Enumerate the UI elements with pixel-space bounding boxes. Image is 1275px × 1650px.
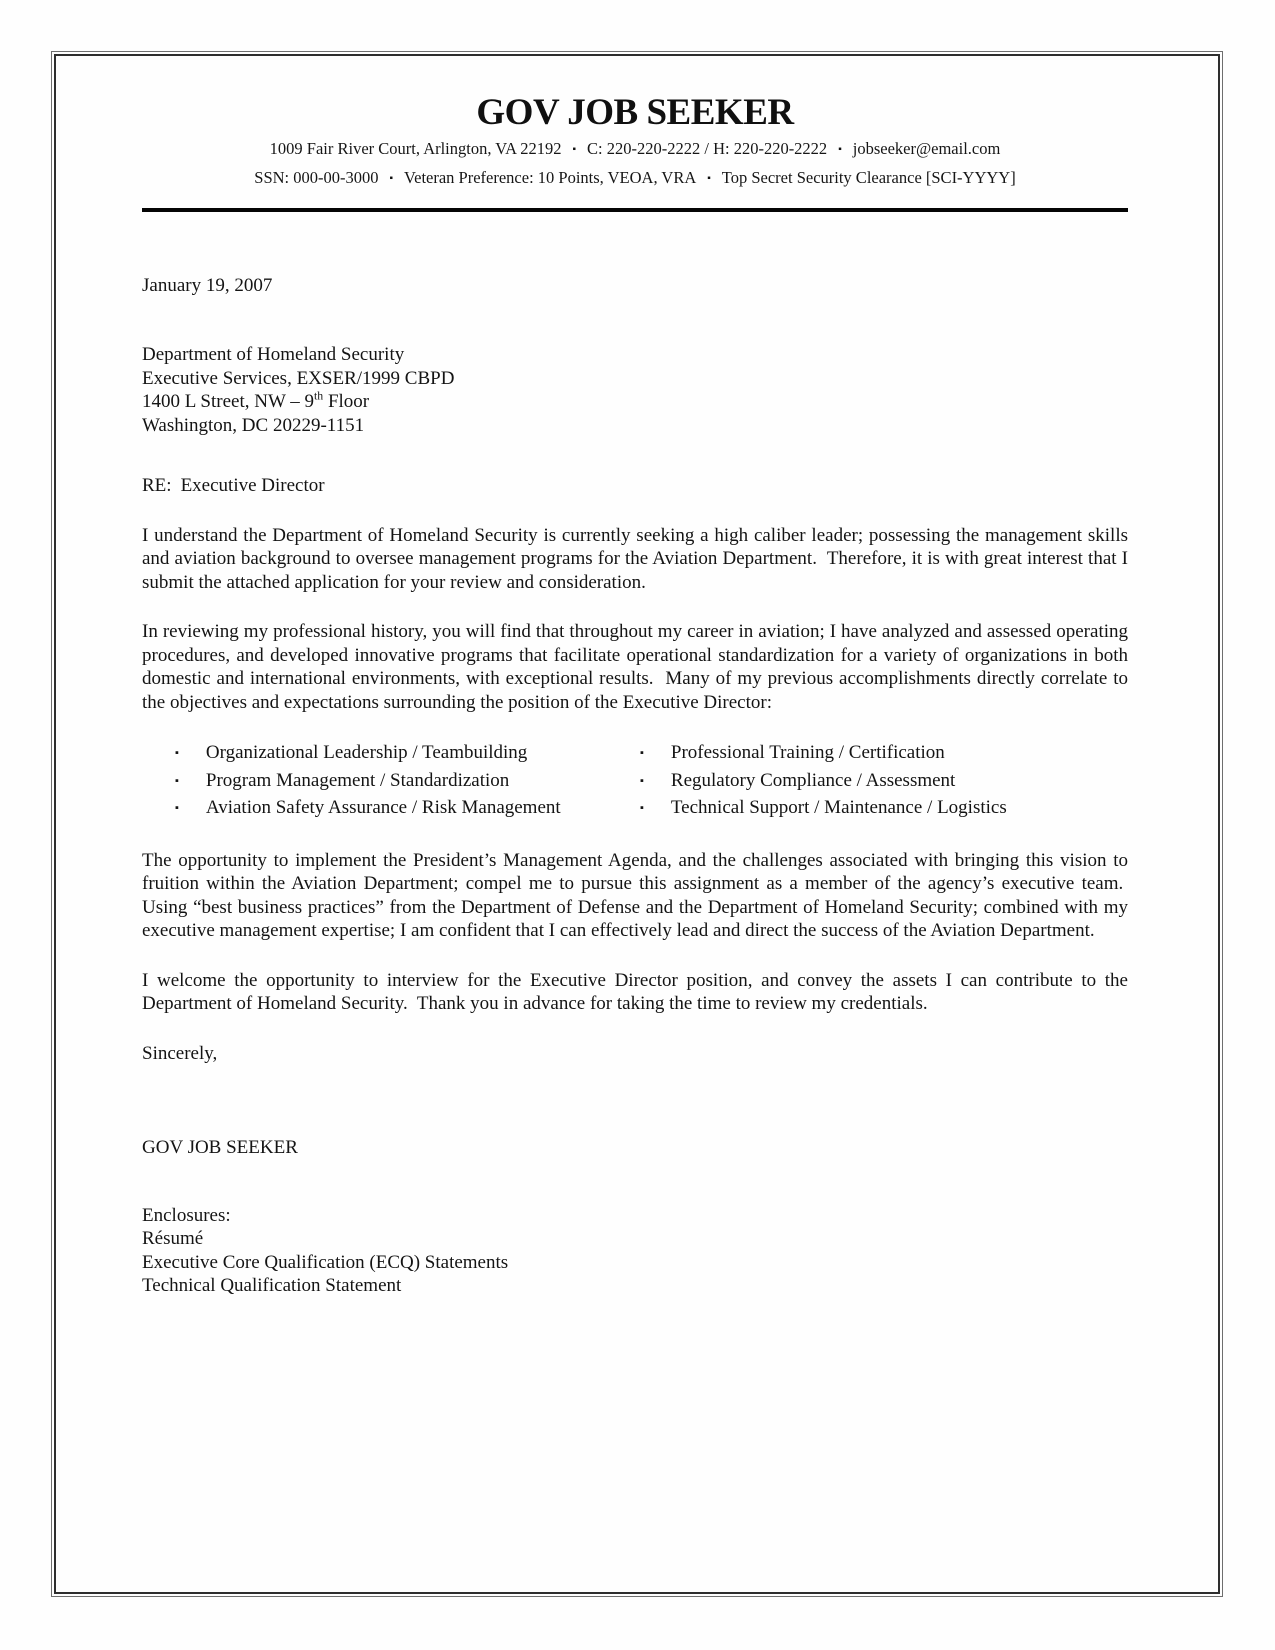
list-item bbox=[175, 769, 640, 796]
letterhead-name: GOV JOB SEEKER bbox=[476, 92, 794, 133]
signature-name: GOV JOB SEEKER bbox=[142, 1137, 298, 1159]
re-subject-line bbox=[142, 474, 1128, 498]
recipient-address-block bbox=[142, 343, 1128, 437]
enclosure-item: Executive Core Qualification (ECQ) Statements bbox=[142, 1251, 509, 1273]
recipient-line: Washington, DC 20229-1151 bbox=[142, 414, 365, 436]
list-item bbox=[175, 796, 640, 823]
recipient-line: Department of Homeland Security bbox=[142, 344, 405, 366]
body-paragraph-4: I welcome the opportunity to interview for the Executive Director position, and convey the assets I can contribute to the Department of Homeland Security. Thank you in advance for taking the time to review my credentials. bbox=[142, 969, 1128, 1015]
address-text: 1009 Fair River Court, Arlington, VA 22192 bbox=[269, 138, 562, 158]
ordinal-suffix: th bbox=[314, 390, 324, 404]
letterhead-rule bbox=[142, 208, 1128, 212]
enclosures-block bbox=[142, 1204, 1128, 1298]
letterhead-contact-line-2 bbox=[142, 165, 1128, 191]
ssn-text: SSN: 000-00-3000 bbox=[254, 167, 379, 187]
qualifications-bullet-list bbox=[175, 741, 1128, 823]
square-bullet-icon: ▪ bbox=[175, 802, 179, 815]
square-bullet-icon: ▪ bbox=[640, 747, 644, 760]
email-text: jobseeker@email.com bbox=[852, 138, 1001, 158]
enclosure-item: Résumé bbox=[142, 1228, 204, 1250]
body-paragraph-1: I understand the Department of Homeland Security is currently seeking a high caliber leader; possessing the management skills and aviation background to oversee management programs for the Aviation Department. Therefore, it is with great interest that I submit the attached application for your review and consideration. bbox=[142, 524, 1128, 593]
floor-text: Floor bbox=[323, 391, 370, 413]
bullet-text: Professional Training / Certification bbox=[670, 742, 945, 764]
bullet-text: Organizational Leadership / Teambuilding bbox=[205, 742, 528, 764]
list-item bbox=[175, 741, 640, 768]
list-item bbox=[640, 769, 1128, 796]
enclosures-label: Enclosures: bbox=[142, 1204, 231, 1226]
re-label: RE: bbox=[142, 475, 172, 497]
bullet-text: Regulatory Compliance / Assessment bbox=[670, 769, 956, 791]
list-item bbox=[640, 741, 1128, 768]
body-paragraph-3: The opportunity to implement the President’s Management Agenda, and the challenges associated with bringing this vision to fruition within the Aviation Department; compel me to pursue this assignment as a member of the agency’s executive team. Using “best business practices” from the Department of Defense and the Department of Homeland Security; combined with my executive management expertise; I am confident that I can effectively lead and direct the success of the Aviation Department. bbox=[142, 849, 1128, 942]
recipient-line: Executive Services, EXSER/1999 CBPD bbox=[142, 367, 455, 389]
phone-text: C: 220-220-2222 / H: 220-220-2222 bbox=[587, 138, 828, 158]
square-bullet-icon: ▪ bbox=[838, 143, 842, 155]
re-subject: Executive Director bbox=[180, 475, 325, 497]
clearance-text: Top Secret Security Clearance [SCI-YYYY] bbox=[721, 167, 1016, 187]
letterhead-contact-line-1 bbox=[142, 136, 1128, 162]
list-item bbox=[640, 796, 1128, 823]
veteran-preference-text: Veteran Preference: 10 Points, VEOA, VRA bbox=[404, 167, 697, 187]
street-text: 1400 L Street, NW – 9 bbox=[142, 391, 315, 413]
letter-date: January 19, 2007 bbox=[142, 274, 273, 296]
bullet-text: Technical Support / Maintenance / Logistics bbox=[670, 797, 1007, 819]
closing-salutation: Sincerely, bbox=[142, 1042, 218, 1064]
square-bullet-icon: ▪ bbox=[175, 747, 179, 760]
square-bullet-icon: ▪ bbox=[572, 143, 577, 155]
body-paragraph-2: In reviewing my professional history, you will find that throughout my career in aviation; I have analyzed and assessed operating procedures, and developed innovative programs that facilitate operational standardization for a variety of organizations in both domestic and international environments, with exceptional results. Many of my previous accomplishments directly correlate to the objectives and expectations surrounding the position of the Executive Director: bbox=[142, 621, 1128, 713]
bullet-text: Aviation Safety Assurance / Risk Management bbox=[205, 797, 561, 819]
enclosure-item: Technical Qualification Statement bbox=[142, 1275, 402, 1297]
square-bullet-icon: ▪ bbox=[640, 774, 644, 787]
recipient-line bbox=[142, 390, 1128, 414]
square-bullet-icon: ▪ bbox=[175, 774, 179, 787]
letter-content bbox=[142, 94, 1128, 1298]
square-bullet-icon: ▪ bbox=[707, 172, 711, 184]
square-bullet-icon: ▪ bbox=[640, 802, 644, 815]
bullet-text: Program Management / Standardization bbox=[205, 769, 510, 791]
square-bullet-icon: ▪ bbox=[389, 172, 394, 184]
